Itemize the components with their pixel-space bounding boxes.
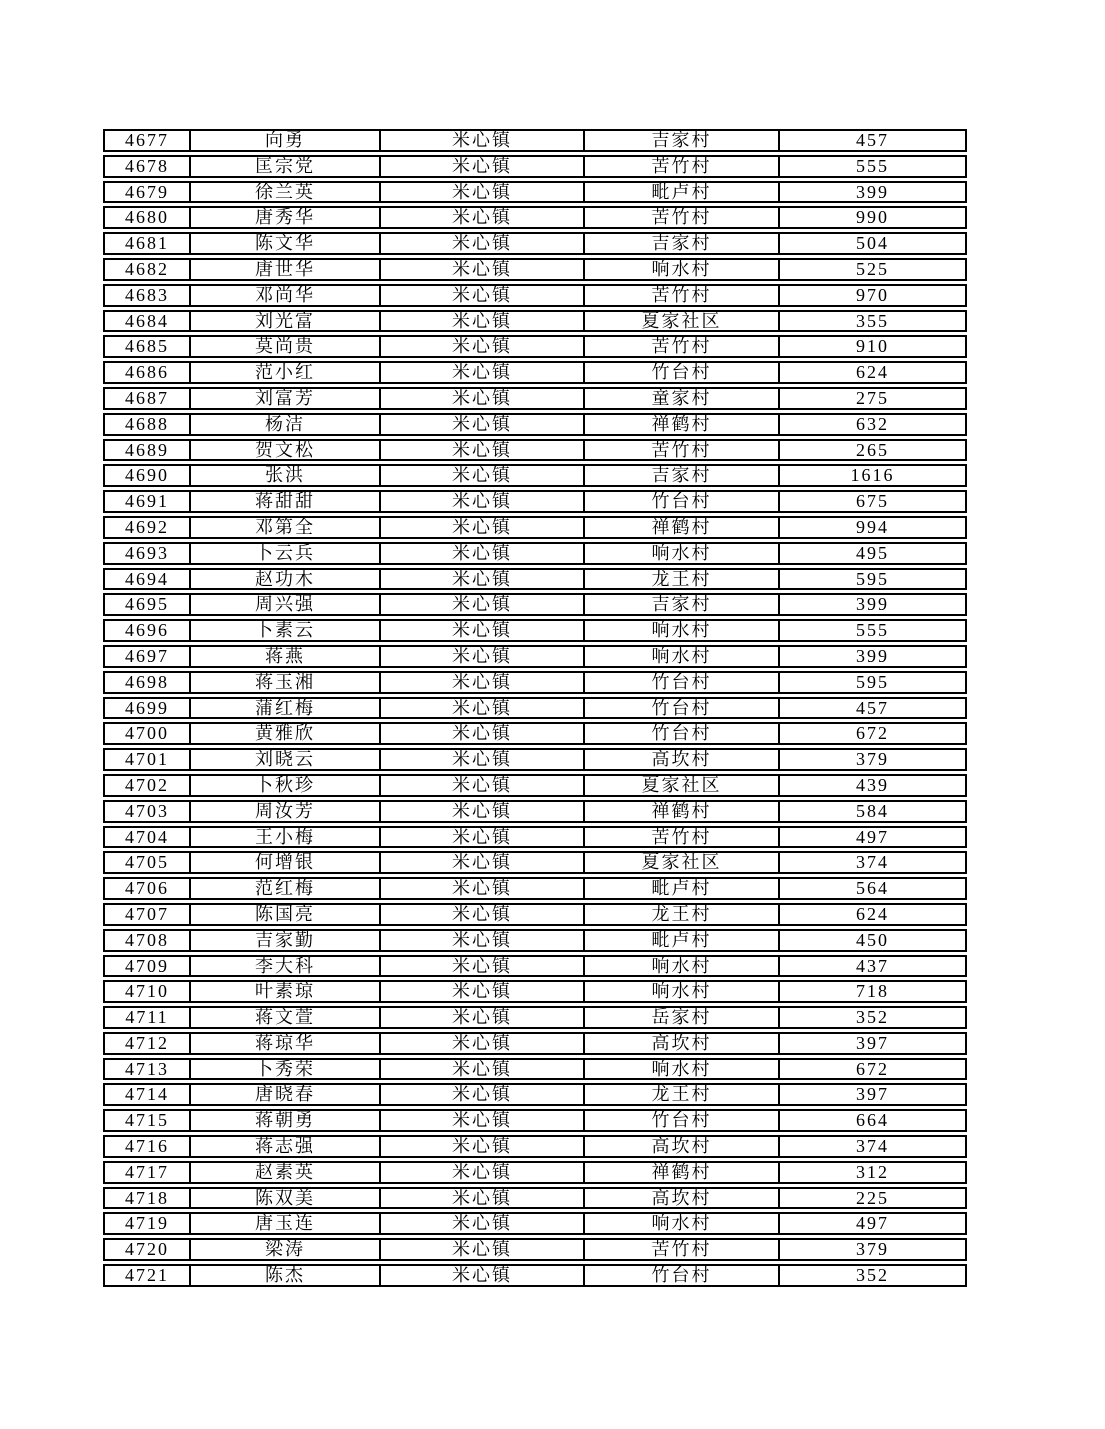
table-row [103, 1109, 967, 1132]
cell-person-name: 唐玉连 [191, 1212, 381, 1235]
cell-person-name: 刘富芳 [191, 387, 381, 410]
cell-village: 响水村 [585, 1058, 780, 1081]
cell-person-name: 蒋朝勇 [191, 1109, 381, 1132]
data-table [103, 126, 967, 1290]
cell-amount: 672 [780, 722, 967, 745]
cell-serial-number: 4703 [103, 800, 191, 823]
cell-serial-number: 4719 [103, 1212, 191, 1235]
table-row [103, 774, 967, 797]
cell-serial-number: 4689 [103, 439, 191, 462]
cell-village: 夏家社区 [585, 310, 780, 333]
cell-village: 龙王村 [585, 568, 780, 591]
cell-person-name: 匡宗党 [191, 155, 381, 178]
cell-town: 米心镇 [381, 955, 585, 978]
cell-serial-number: 4686 [103, 361, 191, 384]
table-row [103, 129, 967, 152]
cell-person-name: 黄雅欣 [191, 722, 381, 745]
cell-town: 米心镇 [381, 439, 585, 462]
cell-town: 米心镇 [381, 1161, 585, 1184]
cell-serial-number: 4714 [103, 1083, 191, 1106]
cell-amount: 624 [780, 361, 967, 384]
table-row [103, 155, 967, 178]
cell-village: 龙王村 [585, 1083, 780, 1106]
cell-amount: 225 [780, 1187, 967, 1210]
cell-person-name: 蒋志强 [191, 1135, 381, 1158]
cell-serial-number: 4685 [103, 335, 191, 358]
cell-village: 童家村 [585, 387, 780, 410]
cell-serial-number: 4712 [103, 1032, 191, 1055]
cell-amount: 495 [780, 542, 967, 565]
cell-person-name: 梁涛 [191, 1238, 381, 1261]
table-row [103, 955, 967, 978]
cell-town: 米心镇 [381, 155, 585, 178]
cell-person-name: 蒋玉湘 [191, 671, 381, 694]
cell-serial-number: 4701 [103, 748, 191, 771]
cell-serial-number: 4711 [103, 1006, 191, 1029]
cell-serial-number: 4721 [103, 1264, 191, 1287]
cell-village: 竹台村 [585, 1264, 780, 1287]
table-row [103, 1135, 967, 1158]
cell-town: 米心镇 [381, 826, 585, 849]
cell-town: 米心镇 [381, 774, 585, 797]
cell-village: 响水村 [585, 955, 780, 978]
table-row [103, 542, 967, 565]
cell-serial-number: 4683 [103, 284, 191, 307]
cell-village: 竹台村 [585, 361, 780, 384]
cell-town: 米心镇 [381, 722, 585, 745]
cell-person-name: 陈杰 [191, 1264, 381, 1287]
cell-amount: 352 [780, 1006, 967, 1029]
table-row [103, 439, 967, 462]
cell-person-name: 向勇 [191, 129, 381, 152]
cell-village: 吉家村 [585, 232, 780, 255]
table-row [103, 181, 967, 204]
cell-amount: 664 [780, 1109, 967, 1132]
cell-person-name: 赵功木 [191, 568, 381, 591]
table-row [103, 387, 967, 410]
cell-serial-number: 4708 [103, 929, 191, 952]
cell-serial-number: 4709 [103, 955, 191, 978]
cell-town: 米心镇 [381, 903, 585, 926]
cell-amount: 675 [780, 490, 967, 513]
cell-amount: 397 [780, 1032, 967, 1055]
cell-town: 米心镇 [381, 1032, 585, 1055]
cell-town: 米心镇 [381, 671, 585, 694]
cell-serial-number: 4710 [103, 980, 191, 1003]
cell-village: 禅鹤村 [585, 800, 780, 823]
cell-village: 禅鹤村 [585, 516, 780, 539]
cell-person-name: 卜素云 [191, 619, 381, 642]
cell-person-name: 周兴强 [191, 593, 381, 616]
cell-town: 米心镇 [381, 1083, 585, 1106]
cell-town: 米心镇 [381, 361, 585, 384]
cell-town: 米心镇 [381, 1187, 585, 1210]
cell-serial-number: 4720 [103, 1238, 191, 1261]
cell-serial-number: 4679 [103, 181, 191, 204]
cell-amount: 437 [780, 955, 967, 978]
table-row [103, 1264, 967, 1287]
cell-serial-number: 4716 [103, 1135, 191, 1158]
table-row [103, 851, 967, 874]
cell-village: 响水村 [585, 619, 780, 642]
cell-serial-number: 4681 [103, 232, 191, 255]
cell-town: 米心镇 [381, 980, 585, 1003]
table-row [103, 335, 967, 358]
cell-serial-number: 4702 [103, 774, 191, 797]
cell-town: 米心镇 [381, 387, 585, 410]
cell-serial-number: 4707 [103, 903, 191, 926]
cell-amount: 970 [780, 284, 967, 307]
cell-serial-number: 4694 [103, 568, 191, 591]
cell-village: 竹台村 [585, 671, 780, 694]
cell-person-name: 邓第全 [191, 516, 381, 539]
table-row [103, 877, 967, 900]
cell-amount: 374 [780, 851, 967, 874]
table-row [103, 593, 967, 616]
cell-village: 竹台村 [585, 1109, 780, 1132]
cell-village: 苦竹村 [585, 1238, 780, 1261]
cell-amount: 525 [780, 258, 967, 281]
cell-town: 米心镇 [381, 697, 585, 720]
cell-person-name: 唐世华 [191, 258, 381, 281]
cell-amount: 910 [780, 335, 967, 358]
table-row [103, 568, 967, 591]
cell-town: 米心镇 [381, 645, 585, 668]
cell-person-name: 莫尚贵 [191, 335, 381, 358]
cell-village: 苦竹村 [585, 826, 780, 849]
table-row [103, 490, 967, 513]
cell-serial-number: 4687 [103, 387, 191, 410]
cell-town: 米心镇 [381, 1264, 585, 1287]
table-row [103, 1187, 967, 1210]
cell-person-name: 蒋燕 [191, 645, 381, 668]
cell-town: 米心镇 [381, 619, 585, 642]
table-row [103, 1032, 967, 1055]
cell-serial-number: 4704 [103, 826, 191, 849]
table-row [103, 284, 967, 307]
cell-amount: 379 [780, 748, 967, 771]
table-row [103, 206, 967, 229]
cell-serial-number: 4690 [103, 464, 191, 487]
table-row [103, 413, 967, 436]
cell-village: 苦竹村 [585, 284, 780, 307]
cell-serial-number: 4680 [103, 206, 191, 229]
cell-amount: 497 [780, 826, 967, 849]
table-row [103, 697, 967, 720]
cell-amount: 450 [780, 929, 967, 952]
cell-serial-number: 4706 [103, 877, 191, 900]
cell-person-name: 陈文华 [191, 232, 381, 255]
cell-serial-number: 4677 [103, 129, 191, 152]
cell-village: 夏家社区 [585, 851, 780, 874]
cell-amount: 595 [780, 671, 967, 694]
table-row [103, 671, 967, 694]
cell-serial-number: 4693 [103, 542, 191, 565]
cell-town: 米心镇 [381, 181, 585, 204]
cell-town: 米心镇 [381, 748, 585, 771]
cell-person-name: 蒋甜甜 [191, 490, 381, 513]
cell-person-name: 邓尚华 [191, 284, 381, 307]
cell-amount: 564 [780, 877, 967, 900]
cell-village: 高坎村 [585, 1135, 780, 1158]
cell-serial-number: 4698 [103, 671, 191, 694]
cell-person-name: 陈国亮 [191, 903, 381, 926]
table-row [103, 258, 967, 281]
cell-person-name: 唐秀华 [191, 206, 381, 229]
cell-serial-number: 4718 [103, 1187, 191, 1210]
cell-town: 米心镇 [381, 851, 585, 874]
cell-person-name: 卜秋珍 [191, 774, 381, 797]
cell-amount: 624 [780, 903, 967, 926]
cell-village: 禅鹤村 [585, 413, 780, 436]
cell-amount: 399 [780, 593, 967, 616]
cell-town: 米心镇 [381, 258, 585, 281]
cell-town: 米心镇 [381, 310, 585, 333]
cell-village: 苦竹村 [585, 335, 780, 358]
table-row [103, 310, 967, 333]
cell-serial-number: 4713 [103, 1058, 191, 1081]
cell-serial-number: 4717 [103, 1161, 191, 1184]
cell-serial-number: 4691 [103, 490, 191, 513]
cell-person-name: 何增银 [191, 851, 381, 874]
cell-village: 禅鹤村 [585, 1161, 780, 1184]
cell-serial-number: 4688 [103, 413, 191, 436]
cell-amount: 555 [780, 155, 967, 178]
cell-town: 米心镇 [381, 1109, 585, 1132]
cell-amount: 275 [780, 387, 967, 410]
cell-village: 夏家社区 [585, 774, 780, 797]
cell-serial-number: 4699 [103, 697, 191, 720]
cell-serial-number: 4678 [103, 155, 191, 178]
cell-amount: 439 [780, 774, 967, 797]
table-row [103, 722, 967, 745]
table-row [103, 361, 967, 384]
cell-serial-number: 4682 [103, 258, 191, 281]
cell-amount: 379 [780, 1238, 967, 1261]
cell-serial-number: 4705 [103, 851, 191, 874]
cell-person-name: 卜秀荣 [191, 1058, 381, 1081]
cell-village: 吉家村 [585, 593, 780, 616]
cell-serial-number: 4695 [103, 593, 191, 616]
cell-village: 龙王村 [585, 903, 780, 926]
cell-town: 米心镇 [381, 542, 585, 565]
cell-amount: 672 [780, 1058, 967, 1081]
cell-amount: 990 [780, 206, 967, 229]
cell-serial-number: 4697 [103, 645, 191, 668]
cell-person-name: 杨洁 [191, 413, 381, 436]
cell-town: 米心镇 [381, 1238, 585, 1261]
cell-town: 米心镇 [381, 1135, 585, 1158]
cell-village: 响水村 [585, 542, 780, 565]
table-row [103, 464, 967, 487]
cell-town: 米心镇 [381, 335, 585, 358]
cell-town: 米心镇 [381, 516, 585, 539]
cell-amount: 584 [780, 800, 967, 823]
cell-village: 响水村 [585, 1212, 780, 1235]
cell-town: 米心镇 [381, 929, 585, 952]
table-row [103, 929, 967, 952]
cell-village: 毗卢村 [585, 877, 780, 900]
cell-town: 米心镇 [381, 464, 585, 487]
cell-town: 米心镇 [381, 490, 585, 513]
table-row [103, 980, 967, 1003]
cell-amount: 632 [780, 413, 967, 436]
cell-village: 高坎村 [585, 748, 780, 771]
table-row [103, 1083, 967, 1106]
cell-serial-number: 4700 [103, 722, 191, 745]
cell-village: 吉家村 [585, 129, 780, 152]
cell-village: 竹台村 [585, 722, 780, 745]
cell-village: 响水村 [585, 645, 780, 668]
cell-village: 苦竹村 [585, 206, 780, 229]
cell-person-name: 蒋文萱 [191, 1006, 381, 1029]
cell-person-name: 蒋琼华 [191, 1032, 381, 1055]
cell-amount: 595 [780, 568, 967, 591]
cell-amount: 397 [780, 1083, 967, 1106]
cell-village: 毗卢村 [585, 181, 780, 204]
cell-amount: 555 [780, 619, 967, 642]
cell-amount: 457 [780, 129, 967, 152]
cell-village: 毗卢村 [585, 929, 780, 952]
table-row [103, 1161, 967, 1184]
cell-town: 米心镇 [381, 568, 585, 591]
cell-town: 米心镇 [381, 800, 585, 823]
cell-amount: 312 [780, 1161, 967, 1184]
cell-person-name: 范小红 [191, 361, 381, 384]
table-row [103, 516, 967, 539]
cell-person-name: 贺文松 [191, 439, 381, 462]
cell-amount: 374 [780, 1135, 967, 1158]
table-row [103, 619, 967, 642]
cell-person-name: 叶素琼 [191, 980, 381, 1003]
cell-amount: 265 [780, 439, 967, 462]
cell-village: 吉家村 [585, 464, 780, 487]
cell-amount: 399 [780, 645, 967, 668]
cell-amount: 994 [780, 516, 967, 539]
table-row [103, 1212, 967, 1235]
cell-village: 高坎村 [585, 1187, 780, 1210]
table-row [103, 232, 967, 255]
cell-person-name: 李大科 [191, 955, 381, 978]
table-row [103, 800, 967, 823]
cell-town: 米心镇 [381, 206, 585, 229]
cell-amount: 1616 [780, 464, 967, 487]
cell-village: 苦竹村 [585, 439, 780, 462]
cell-village: 响水村 [585, 980, 780, 1003]
cell-amount: 352 [780, 1264, 967, 1287]
cell-town: 米心镇 [381, 1212, 585, 1235]
cell-town: 米心镇 [381, 593, 585, 616]
cell-person-name: 卜云兵 [191, 542, 381, 565]
cell-amount: 497 [780, 1212, 967, 1235]
cell-town: 米心镇 [381, 413, 585, 436]
cell-person-name: 王小梅 [191, 826, 381, 849]
cell-person-name: 张洪 [191, 464, 381, 487]
cell-person-name: 徐兰英 [191, 181, 381, 204]
cell-serial-number: 4696 [103, 619, 191, 642]
cell-amount: 457 [780, 697, 967, 720]
cell-person-name: 赵素英 [191, 1161, 381, 1184]
cell-person-name: 刘晓云 [191, 748, 381, 771]
cell-person-name: 周汝芳 [191, 800, 381, 823]
cell-person-name: 唐晓春 [191, 1083, 381, 1106]
cell-serial-number: 4715 [103, 1109, 191, 1132]
cell-person-name: 范红梅 [191, 877, 381, 900]
cell-serial-number: 4684 [103, 310, 191, 333]
table-row [103, 1006, 967, 1029]
table-row [103, 645, 967, 668]
cell-person-name: 蒲红梅 [191, 697, 381, 720]
cell-amount: 718 [780, 980, 967, 1003]
cell-village: 竹台村 [585, 697, 780, 720]
cell-amount: 504 [780, 232, 967, 255]
cell-town: 米心镇 [381, 129, 585, 152]
cell-amount: 399 [780, 181, 967, 204]
cell-village: 竹台村 [585, 490, 780, 513]
cell-town: 米心镇 [381, 232, 585, 255]
cell-town: 米心镇 [381, 284, 585, 307]
cell-village: 岳家村 [585, 1006, 780, 1029]
cell-town: 米心镇 [381, 1058, 585, 1081]
cell-person-name: 吉家勤 [191, 929, 381, 952]
table-row [103, 826, 967, 849]
table-row [103, 903, 967, 926]
cell-village: 高坎村 [585, 1032, 780, 1055]
cell-amount: 355 [780, 310, 967, 333]
cell-village: 苦竹村 [585, 155, 780, 178]
cell-town: 米心镇 [381, 877, 585, 900]
table-row [103, 748, 967, 771]
cell-serial-number: 4692 [103, 516, 191, 539]
cell-person-name: 刘光富 [191, 310, 381, 333]
table-row [103, 1058, 967, 1081]
cell-town: 米心镇 [381, 1006, 585, 1029]
table-row [103, 1238, 967, 1261]
cell-person-name: 陈双美 [191, 1187, 381, 1210]
cell-village: 响水村 [585, 258, 780, 281]
